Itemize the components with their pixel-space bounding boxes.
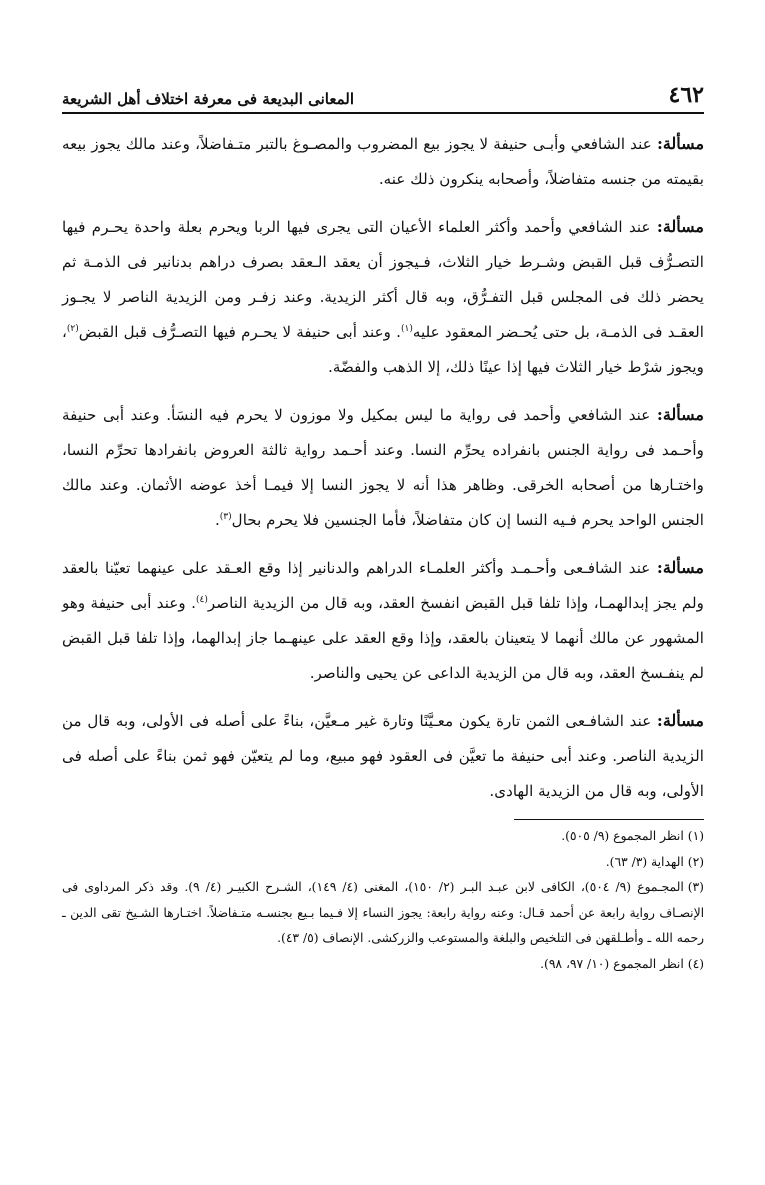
paragraph-lead: مسألة: (656, 711, 704, 730)
paragraph (62, 550, 704, 691)
footnote-number: (١) (687, 829, 704, 843)
page-header (62, 78, 704, 114)
paragraph (62, 703, 704, 809)
paragraph (62, 397, 704, 538)
footnote-number: (٣) (687, 880, 704, 894)
footnote (62, 850, 704, 876)
footnote-ref[interactable]: (٢) (66, 323, 79, 334)
page (62, 78, 704, 977)
footnote-text: انظر المجموع (٩/ ٥٠٥). (561, 829, 684, 843)
paragraph-text: عند الشافـعى وأحـمـد وأكثر العلمـاء الدراهم والدنانير إذا وقع العـقد على عينهما تعيّنا بالعقد ولم يجز إبدالهمـا، وإذا تلفا قبل القبض انفسخ العقد، وبه قال من الزيدية الناصر (62, 559, 705, 612)
paragraph-text: ، ويجوز شرْط خيار الثلاث فيها إذا عينًا ذلك، إلا الذهب والفضّة. (62, 323, 704, 376)
paragraph-text: . (214, 511, 220, 529)
footnotes (62, 824, 704, 977)
footnote (62, 824, 704, 850)
footnote-ref[interactable]: (١) (401, 323, 413, 334)
footnote-number: (٢) (687, 854, 704, 869)
paragraph-lead: مسألة: (656, 217, 704, 236)
paragraph-lead: مسألة: (656, 405, 704, 424)
paragraph (62, 126, 704, 197)
paragraph-text: . وعند أبى حنيفة وهو المشهور عن مالك أنهما لا يتعينان بالعقد، وإذا وقع العقد على عينهـما جاز إبدالهما، وإذا تلفا قبل القبض لم ينفـسخ العقد، وبه قال من الزيدية الداعى عن يحيى والناصر. (62, 594, 704, 682)
footnote (62, 952, 704, 978)
paragraph-lead: مسألة: (656, 134, 705, 153)
footnote-text: انظر المجموع (١٠/ ٩٧، ٩٨). (540, 956, 684, 971)
paragraph-text: عند الشافعي وأبـى حنيفة لا يجوز بيع المضروب والمصـوغ بالتبر متـفاضلاً، وعند مالك يجوز بيعه بقيمته من جنسه متفاضلاً، وأصحابه ينكرون ذلك عنه. (62, 135, 704, 188)
footnote-ref[interactable]: (٣) (219, 511, 232, 522)
paragraph-text: . وعند أبى حنيفة لا يحـرم فيها التصـرُّف قبل القبض (78, 323, 401, 341)
page-number: ٤٦٢ (668, 82, 704, 108)
footnote-text: المجـموع (٩/ ٥٠٤)، الكافى لابن عبـد البـر (٢/ ١٥٠)، المغنى (٤/ ١٤٩)، الشـرح الكبيـر (٤/ ٩). وقد ذكر المرداوى فى الإنصـاف رواية رابعة عن أحمد قـال: وعنه رواية رابعة: يجوز النساء إلا فـيما بـيع بجنسـه متـفاضلاً. اختـارها الشـيخ تقى الدين ـ رحمه الله ـ وأطـلقهن فى التلخيص والبلغة والمستوعب والزركشى. الإنصاف (٥/ ٤٣). (62, 880, 704, 945)
paragraph-text: عند الشافعي وأحمد فى رواية ما ليس بمكيل ولا موزون لا يحرم فيه النسَأ. وعند أبى حنيفة وأحـمد فى رواية الجنس بانفراده يحرِّم النسا. وعند أحـمد رواية ثالثة العروض بانفرادها تحرِّم النسا، واختـارها من أصحابه الخرقى. وظاهر هذا أنه لا يجوز النسا إلا فيمـا أخذ عوضه الأثمان. وعند مالك الجنس الواحد يحرم فـيه النسا إن كان متفاضلاً، فأما الجنسين فلا يحرم بحال (62, 406, 704, 529)
paragraph-text: عند الشافـعى الثمن تارة يكون معـيَّنًا وتارة غير مـعيَّن، بناءً على أصله فى الأولى، وبه قال من الزيدية الناصر. وعند أبى حنيفة ما تعيَّن فى العقود فهو مبيع، وما لم يتعيّن فهو ثمن بناءً على أصله فى الأولى، وبه قال من الزيدية الهادى. (62, 712, 704, 800)
body-text (62, 126, 704, 809)
paragraph-text: عند الشافعي وأحمد وأكثر العلماء الأعيان التى يجرى فيها الربا ويحرم بعلة واحدة يحـرم فيها التصـرُّف قبل القبض وشـرط خيار الثلاث، فـيجوز أن يعقد الـعقد بصرف دراهم بدنانير فى الذمـة ثم يحضر ذلك فى المجلس قبل التفـرُّق، وبه قال أكثر الزيدية. وعند زفـر ومن الزيدية الناصر لا يجـوز العقـد فى الذمـة، بل حتى يُحـضر المعقود عليه (62, 218, 704, 341)
running-title: المعانى البديعة فى معرفة اختلاف أهل الشريعة (62, 90, 355, 108)
footnote-text: الهداية (٣/ ٦٣). (605, 854, 684, 869)
footnote-number: (٤) (687, 956, 704, 971)
paragraph (62, 209, 704, 385)
paragraph-lead: مسألة: (656, 558, 704, 577)
footnote-ref[interactable]: (٤) (195, 594, 208, 605)
footnote (62, 875, 704, 952)
footnote-separator (514, 819, 704, 820)
